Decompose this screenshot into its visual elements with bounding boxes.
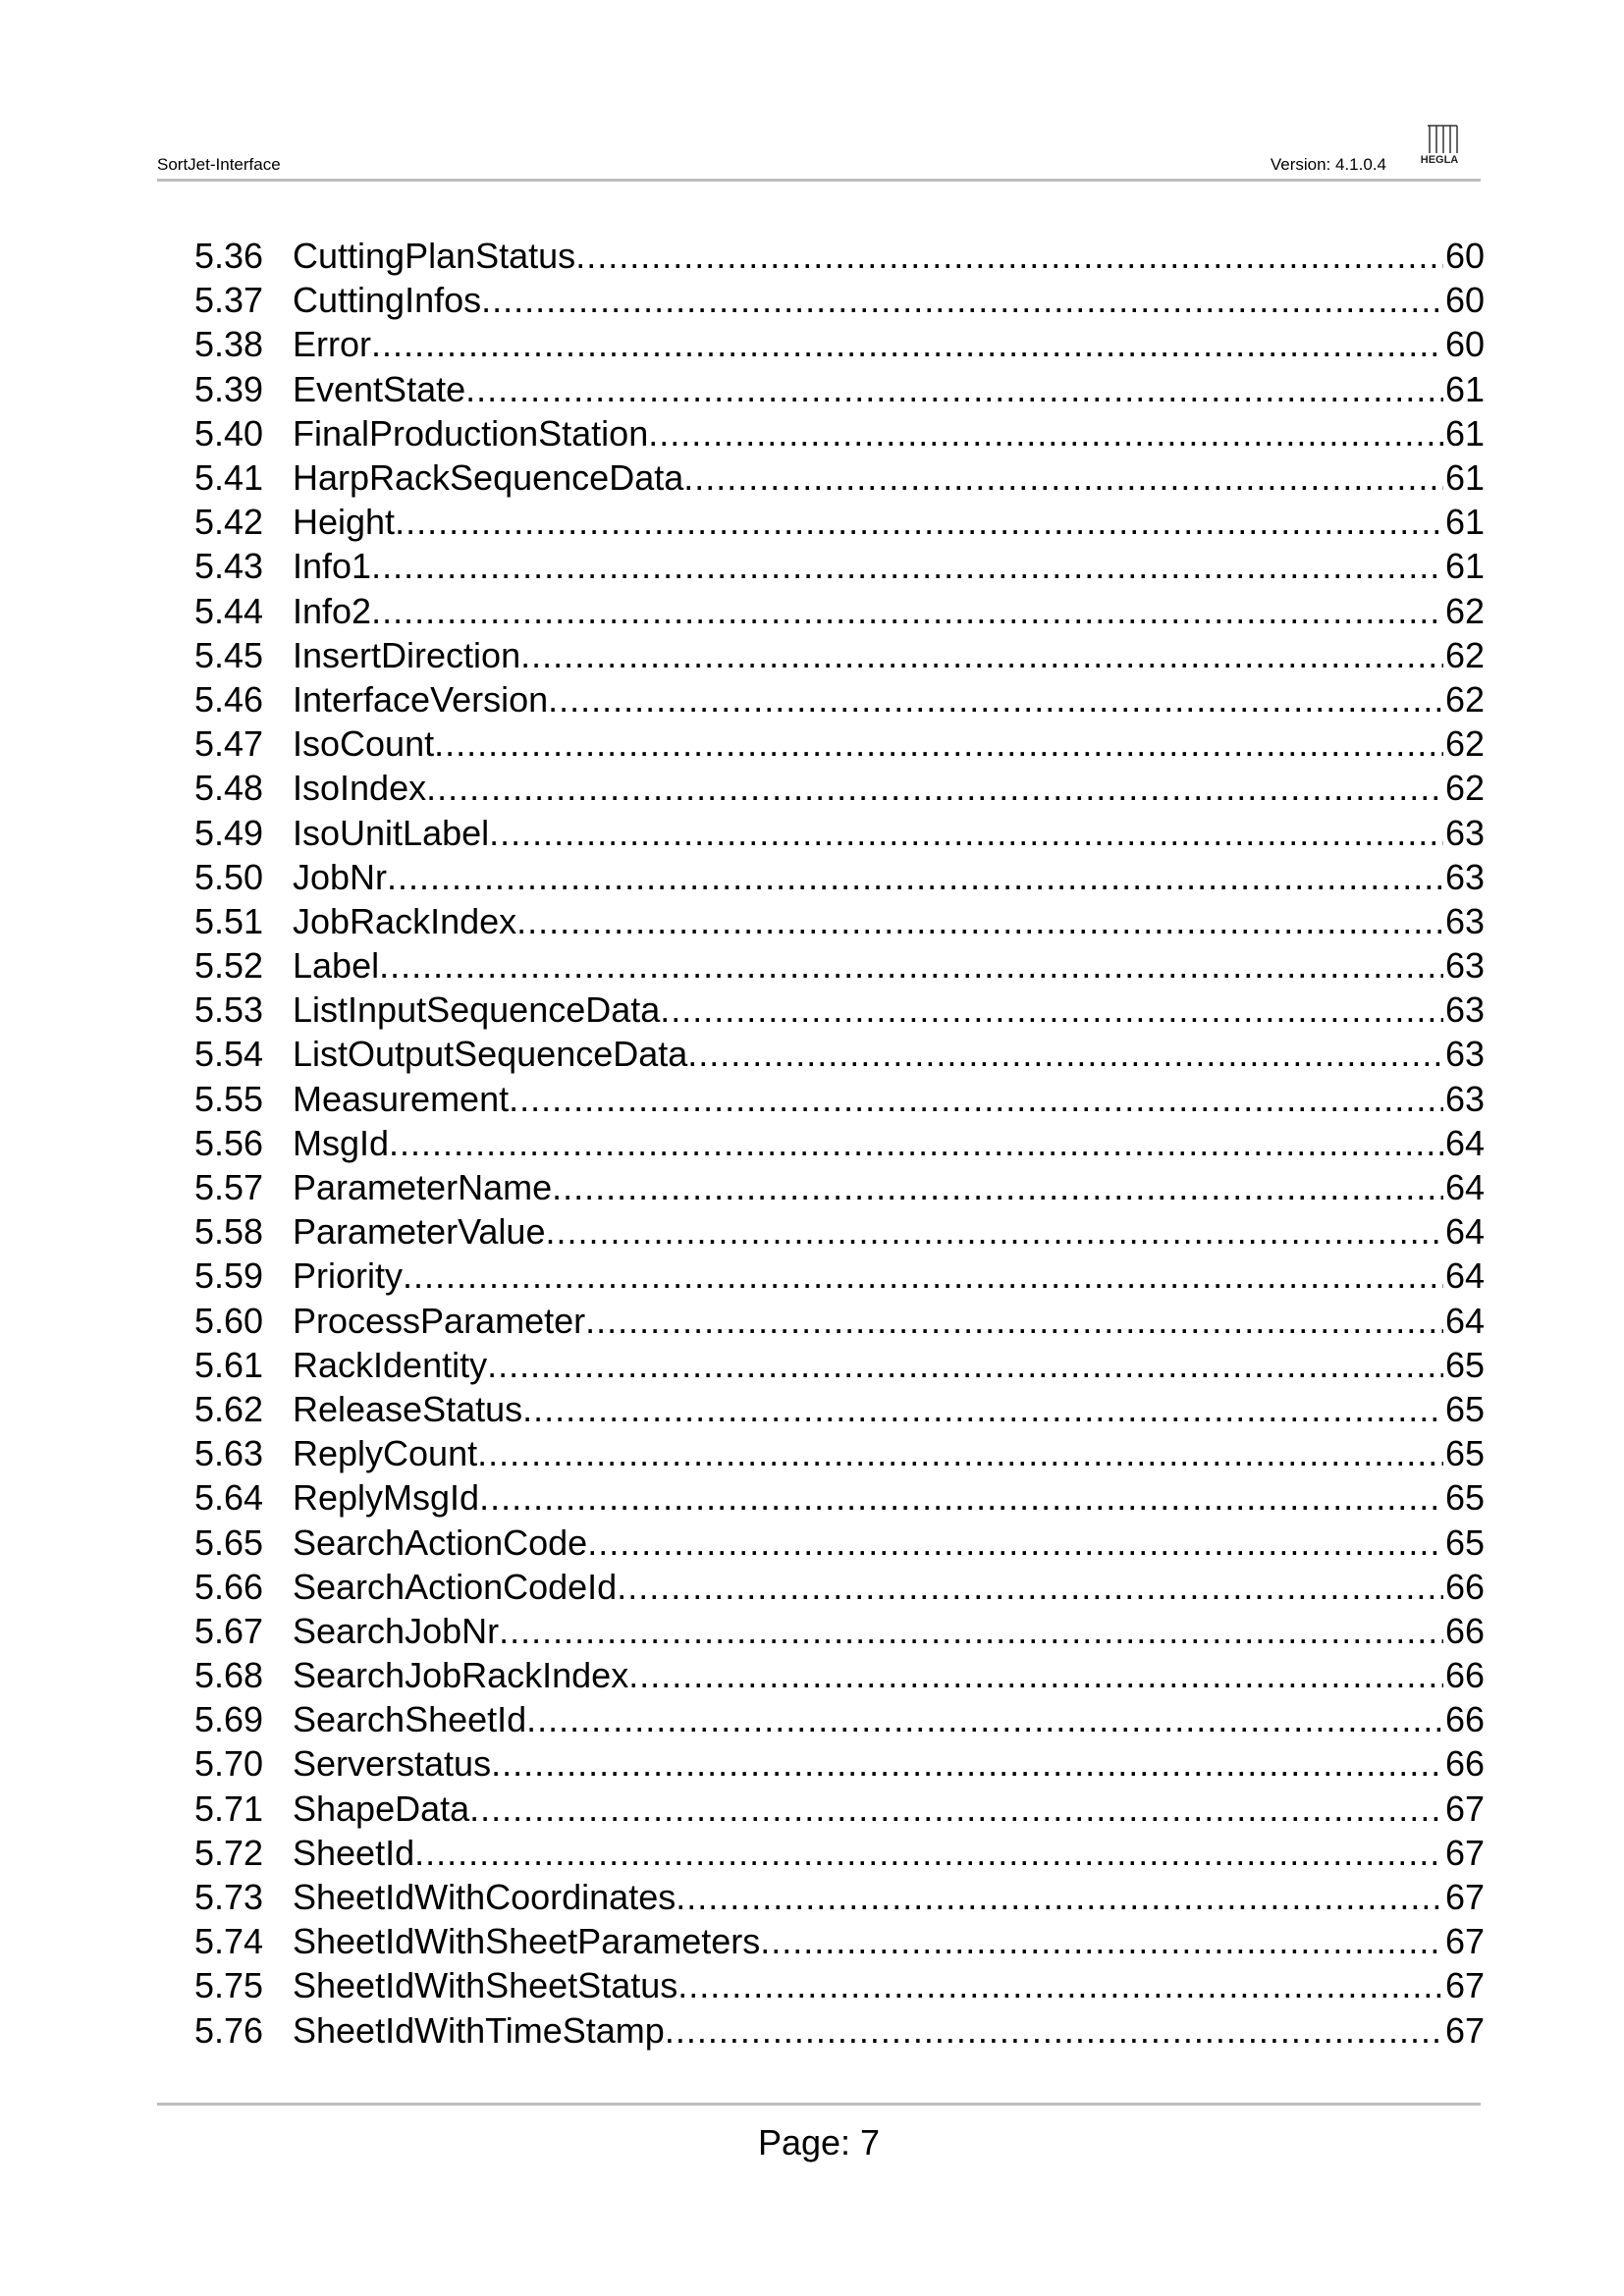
- toc-dot-leader: [648, 411, 1443, 455]
- toc-dot-leader: [481, 278, 1443, 322]
- toc-entry-page: 65: [1444, 1433, 1485, 1474]
- toc-entry[interactable]: [194, 278, 1485, 322]
- toc-entry-number: 5.47: [194, 723, 264, 765]
- toc-dot-leader: [617, 1565, 1443, 1609]
- toc-entry[interactable]: [194, 1875, 1485, 1919]
- toc-entry-number: 5.60: [194, 1300, 264, 1341]
- toc-entry-title: SheetIdWithSheetStatus: [293, 1965, 678, 2006]
- toc-entry-number: 5.56: [194, 1122, 264, 1163]
- toc-entry[interactable]: [194, 1254, 1485, 1298]
- page-header: [157, 118, 1481, 181]
- toc-entry-number: 5.64: [194, 1477, 264, 1519]
- toc-dot-leader: [677, 1963, 1443, 2007]
- toc-entry[interactable]: [194, 1919, 1485, 1963]
- toc-entry-page: 64: [1444, 1211, 1485, 1253]
- toc-entry-number: 5.53: [194, 989, 264, 1031]
- toc-entry-page: 63: [1444, 1034, 1485, 1075]
- toc-entry-number: 5.66: [194, 1566, 264, 1607]
- toc-entry[interactable]: [194, 1787, 1485, 1831]
- toc-entry-title: Info2: [293, 590, 372, 631]
- toc-entry-page: 65: [1444, 1388, 1485, 1429]
- toc-entry[interactable]: [194, 1077, 1485, 1121]
- toc-entry-page: 67: [1444, 1832, 1485, 1873]
- toc-entry-number: 5.63: [194, 1433, 264, 1474]
- toc-entry-title: HarpRackSequenceData: [293, 457, 684, 499]
- toc-entry-number: 5.43: [194, 546, 264, 587]
- toc-entry-number: 5.40: [194, 412, 264, 454]
- toc-entry[interactable]: [194, 544, 1485, 588]
- toc-entry-title: SearchSheetId: [293, 1699, 527, 1740]
- toc-entry[interactable]: [194, 322, 1485, 366]
- toc-entry[interactable]: [194, 677, 1485, 721]
- toc-entry[interactable]: [194, 810, 1485, 854]
- toc-entry-title: JobNr: [293, 856, 388, 897]
- toc-dot-leader: [628, 1653, 1443, 1697]
- toc-dot-leader: [548, 677, 1443, 721]
- toc-entry[interactable]: [194, 1697, 1485, 1741]
- toc-dot-leader: [660, 988, 1443, 1032]
- toc-dot-leader: [676, 1875, 1443, 1919]
- toc-entry-title: SheetIdWithTimeStamp: [293, 2009, 665, 2051]
- toc-entry-page: 67: [1444, 1921, 1485, 1962]
- toc-dot-leader: [545, 1209, 1442, 1254]
- toc-entry[interactable]: [194, 589, 1485, 633]
- toc-entry-page: 63: [1444, 856, 1485, 897]
- toc-entry-number: 5.42: [194, 502, 264, 543]
- toc-entry-number: 5.76: [194, 2009, 264, 2051]
- toc-entry-number: 5.70: [194, 1743, 264, 1785]
- toc-entry-title: SheetId: [293, 1832, 415, 1873]
- toc-entry-title: Height: [293, 502, 396, 543]
- toc-entry-title: MsgId: [293, 1122, 390, 1163]
- toc-entry[interactable]: [194, 1431, 1485, 1475]
- toc-entry-page: 60: [1444, 236, 1485, 277]
- toc-entry-page: 63: [1444, 900, 1485, 941]
- toc-entry-title: SheetIdWithCoordinates: [293, 1877, 677, 1918]
- toc-dot-leader: [520, 633, 1443, 677]
- toc-entry-page: 67: [1444, 1877, 1485, 1918]
- toc-entry-title: Measurement: [293, 1078, 510, 1119]
- toc-entry[interactable]: [194, 500, 1485, 544]
- toc-entry-page: 60: [1444, 324, 1485, 365]
- toc-entry[interactable]: [194, 988, 1485, 1032]
- toc-entry-page: 62: [1444, 634, 1485, 675]
- toc-entry-number: 5.38: [194, 324, 264, 365]
- toc-entry-number: 5.74: [194, 1921, 264, 1962]
- toc-entry-number: 5.41: [194, 457, 264, 499]
- toc-entry-title: InsertDirection: [293, 634, 521, 675]
- toc-entry-title: ReplyMsgId: [293, 1477, 480, 1519]
- toc-dot-leader: [389, 1121, 1443, 1165]
- toc-entry-title: Label: [293, 945, 380, 987]
- toc-entry-page: 61: [1444, 546, 1485, 587]
- toc-entry-title: EventState: [293, 368, 466, 409]
- toc-dot-leader: [479, 1475, 1443, 1520]
- toc-entry-number: 5.48: [194, 768, 264, 809]
- toc-entry-number: 5.44: [194, 590, 264, 631]
- toc-entry-page: 61: [1444, 457, 1485, 499]
- toc-entry[interactable]: [194, 234, 1485, 278]
- toc-entry-number: 5.71: [194, 1788, 264, 1829]
- toc-entry-page: 61: [1444, 368, 1485, 409]
- table-of-contents: [194, 234, 1485, 2053]
- toc-entry-number: 5.73: [194, 1877, 264, 1918]
- toc-entry-title: Priority: [293, 1255, 404, 1297]
- toc-entry-title: Serverstatus: [293, 1743, 492, 1785]
- toc-dot-leader: [469, 1787, 1443, 1831]
- toc-entry-title: SearchActionCodeId: [293, 1566, 618, 1607]
- toc-dot-leader: [477, 1431, 1443, 1475]
- toc-entry-page: 63: [1444, 989, 1485, 1031]
- toc-entry-number: 5.50: [194, 856, 264, 897]
- toc-dot-leader: [526, 1697, 1443, 1741]
- toc-entry-page: 66: [1444, 1610, 1485, 1651]
- toc-entry-title: CuttingPlanStatus: [293, 236, 576, 277]
- version-label: Version: 4.1.0.4: [1270, 155, 1386, 174]
- toc-dot-leader: [371, 589, 1443, 633]
- toc-dot-leader: [414, 1831, 1443, 1875]
- toc-entry-page: 61: [1444, 412, 1485, 454]
- toc-entry-page: 60: [1444, 280, 1485, 321]
- toc-entry-title: ProcessParameter: [293, 1300, 586, 1341]
- toc-entry-number: 5.36: [194, 236, 264, 277]
- toc-dot-leader: [575, 234, 1443, 278]
- footer-divider: [157, 2103, 1481, 2106]
- toc-dot-leader: [585, 1299, 1443, 1343]
- toc-dot-leader: [522, 1387, 1443, 1431]
- toc-entry[interactable]: [194, 1299, 1485, 1343]
- toc-dot-leader: [760, 1919, 1443, 1963]
- toc-entry-title: ParameterValue: [293, 1211, 546, 1253]
- toc-entry[interactable]: [194, 1831, 1485, 1875]
- toc-entry-number: 5.45: [194, 634, 264, 675]
- toc-entry-number: 5.67: [194, 1610, 264, 1651]
- toc-dot-leader: [403, 1254, 1443, 1298]
- toc-entry-number: 5.46: [194, 678, 264, 720]
- toc-entry-title: JobRackIndex: [293, 900, 517, 941]
- toc-entry-title: ListInputSequenceData: [293, 989, 661, 1031]
- toc-entry[interactable]: [194, 1343, 1485, 1387]
- toc-entry-number: 5.72: [194, 1832, 264, 1873]
- toc-entry[interactable]: [194, 766, 1485, 810]
- toc-entry-page: 63: [1444, 812, 1485, 853]
- toc-dot-leader: [491, 1741, 1443, 1786]
- toc-entry-page: 64: [1444, 1122, 1485, 1163]
- toc-entry-page: 63: [1444, 1078, 1485, 1119]
- toc-entry-title: IsoIndex: [293, 768, 427, 809]
- toc-entry-number: 5.55: [194, 1078, 264, 1119]
- toc-entry[interactable]: [194, 1741, 1485, 1786]
- hegla-logo-icon: [1418, 124, 1461, 167]
- toc-entry[interactable]: [194, 2008, 1485, 2053]
- toc-dot-leader: [487, 1343, 1443, 1387]
- toc-entry-title: SearchJobRackIndex: [293, 1655, 629, 1696]
- toc-dot-leader: [379, 943, 1443, 988]
- toc-entry-page: 64: [1444, 1300, 1485, 1341]
- toc-entry-page: 67: [1444, 1965, 1485, 2006]
- toc-entry-number: 5.58: [194, 1211, 264, 1253]
- toc-entry-number: 5.54: [194, 1034, 264, 1075]
- toc-dot-leader: [434, 721, 1443, 766]
- toc-entry[interactable]: [194, 455, 1485, 500]
- toc-entry[interactable]: [194, 1565, 1485, 1609]
- toc-entry-title: ParameterName: [293, 1167, 553, 1208]
- toc-entry[interactable]: [194, 1032, 1485, 1076]
- toc-entry[interactable]: [194, 1165, 1485, 1209]
- toc-entry-title: IsoUnitLabel: [293, 812, 490, 853]
- toc-entry-title: ListOutputSequenceData: [293, 1034, 688, 1075]
- toc-entry-number: 5.69: [194, 1699, 264, 1740]
- toc-entry-page: 64: [1444, 1167, 1485, 1208]
- toc-entry-page: 67: [1444, 2009, 1485, 2051]
- toc-dot-leader: [509, 1077, 1443, 1121]
- toc-entry-title: InterfaceVersion: [293, 678, 549, 720]
- toc-entry-page: 66: [1444, 1655, 1485, 1696]
- toc-dot-leader: [371, 322, 1443, 366]
- toc-entry-title: SearchActionCode: [293, 1522, 588, 1563]
- toc-entry-title: SearchJobNr: [293, 1610, 500, 1651]
- toc-dot-leader: [371, 544, 1443, 588]
- toc-entry-title: RackIdentity: [293, 1344, 488, 1385]
- toc-entry-page: 66: [1444, 1743, 1485, 1785]
- toc-entry-page: 65: [1444, 1522, 1485, 1563]
- toc-dot-leader: [426, 766, 1443, 810]
- toc-entry[interactable]: [194, 367, 1485, 411]
- toc-entry[interactable]: [194, 1653, 1485, 1697]
- toc-entry-number: 5.49: [194, 812, 264, 853]
- toc-entry[interactable]: [194, 1387, 1485, 1431]
- toc-entry[interactable]: [194, 1609, 1485, 1653]
- toc-dot-leader: [516, 899, 1443, 943]
- toc-entry-page: 66: [1444, 1566, 1485, 1607]
- toc-dot-leader: [687, 1032, 1443, 1076]
- toc-entry-page: 62: [1444, 590, 1485, 631]
- toc-entry-page: 61: [1444, 502, 1485, 543]
- toc-entry-title: FinalProductionStation: [293, 412, 649, 454]
- toc-dot-leader: [587, 1521, 1443, 1565]
- toc-entry-page: 62: [1444, 678, 1485, 720]
- toc-entry-number: 5.62: [194, 1388, 264, 1429]
- toc-dot-leader: [499, 1609, 1443, 1653]
- toc-entry-number: 5.68: [194, 1655, 264, 1696]
- toc-dot-leader: [552, 1165, 1443, 1209]
- toc-dot-leader: [465, 367, 1443, 411]
- toc-entry[interactable]: [194, 411, 1485, 455]
- toc-entry-title: ReleaseStatus: [293, 1388, 523, 1429]
- toc-entry[interactable]: [194, 633, 1485, 677]
- toc-entry-number: 5.75: [194, 1965, 264, 2006]
- toc-entry-page: 64: [1444, 1255, 1485, 1297]
- toc-entry[interactable]: [194, 721, 1485, 766]
- toc-entry[interactable]: [194, 1475, 1485, 1520]
- toc-entry-number: 5.39: [194, 368, 264, 409]
- toc-entry-page: 62: [1444, 768, 1485, 809]
- toc-entry-number: 5.52: [194, 945, 264, 987]
- toc-entry[interactable]: [194, 855, 1485, 899]
- toc-dot-leader: [489, 811, 1443, 855]
- document-title: SortJet-Interface: [157, 155, 281, 174]
- page-number: Page: 7: [757, 2122, 881, 2163]
- toc-entry-page: 65: [1444, 1477, 1485, 1519]
- toc-entry[interactable]: [194, 1963, 1485, 2007]
- toc-entry-title: Error: [293, 324, 371, 365]
- toc-entry[interactable]: [194, 943, 1485, 988]
- toc-entry-page: 66: [1444, 1699, 1485, 1740]
- toc-entry-number: 5.37: [194, 280, 264, 321]
- toc-entry-title: CuttingInfos: [293, 280, 482, 321]
- logo-text: HEGLA: [1420, 154, 1459, 166]
- toc-entry-page: 63: [1444, 945, 1485, 987]
- toc-entry-number: 5.57: [194, 1167, 264, 1208]
- toc-entry-page: 65: [1444, 1344, 1485, 1385]
- toc-entry[interactable]: [194, 899, 1485, 943]
- toc-entry-number: 5.65: [194, 1522, 264, 1563]
- toc-entry-page: 67: [1444, 1788, 1485, 1829]
- toc-dot-leader: [395, 500, 1443, 544]
- header-divider: [157, 179, 1481, 182]
- toc-entry-title: IsoCount: [293, 723, 435, 765]
- toc-entry[interactable]: [194, 1520, 1485, 1564]
- toc-dot-leader: [665, 2008, 1443, 2053]
- toc-entry[interactable]: [194, 1121, 1485, 1165]
- toc-entry-number: 5.59: [194, 1255, 264, 1297]
- toc-entry-page: 62: [1444, 723, 1485, 765]
- toc-dot-leader: [387, 855, 1443, 899]
- toc-dot-leader: [683, 455, 1443, 500]
- toc-entry[interactable]: [194, 1209, 1485, 1254]
- toc-entry-number: 5.61: [194, 1344, 264, 1385]
- toc-entry-title: ShapeData: [293, 1788, 470, 1829]
- toc-entry-title: ReplyCount: [293, 1433, 478, 1474]
- toc-entry-title: Info1: [293, 546, 372, 587]
- toc-entry-title: SheetIdWithSheetParameters: [293, 1921, 761, 1962]
- toc-entry-number: 5.51: [194, 900, 264, 941]
